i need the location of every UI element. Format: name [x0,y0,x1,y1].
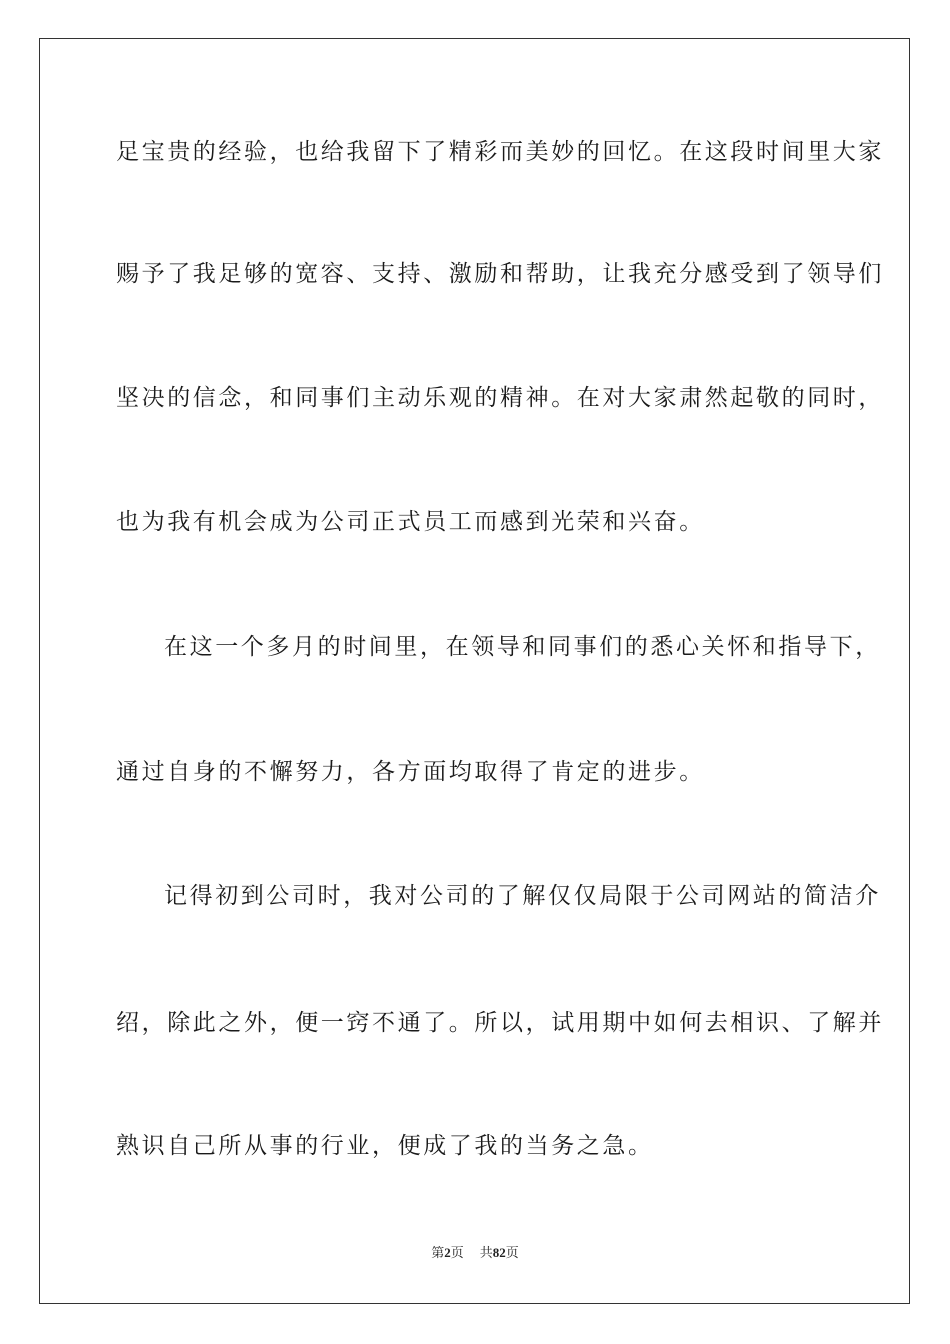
paragraph-line: 赐予了我足够的宽容、支持、激励和帮助，让我充分感受到了领导们 [116,261,884,287]
paragraph-line: 坚决的信念，和同事们主动乐观的精神。在对大家肃然起敬的同时， [116,385,884,411]
page-suffix: 页 [450,1246,464,1261]
total-suffix: 页 [505,1246,519,1261]
total-pages: 82 [492,1245,506,1260]
total-prefix: 共 [479,1246,493,1261]
page-footer [0,1244,950,1263]
paragraph-line: 通过自身的不懈努力，各方面均取得了肯定的进步。 [116,759,705,785]
page-prefix: 第 [431,1246,445,1261]
paragraph-line: 绍，除此之外，便一窍不通了。所以，试用期中如何去相识、了解并 [116,1010,884,1036]
page-number: 2 [444,1245,451,1260]
page-border [39,38,910,1304]
paragraph-line: 足宝贵的经验，也给我留下了精彩而美妙的回忆。在这段时间里大家 [116,139,884,165]
paragraph-line: 记得初到公司时，我对公司的了解仅仅局限于公司网站的简洁介 [164,883,881,909]
paragraph-line: 也为我有机会成为公司正式员工而感到光荣和兴奋。 [116,509,705,535]
paragraph-line: 熟识自己所从事的行业，便成了我的当务之急。 [116,1133,654,1159]
paragraph-line: 在这一个多月的时间里，在领导和同事们的悉心关怀和指导下， [164,634,881,660]
